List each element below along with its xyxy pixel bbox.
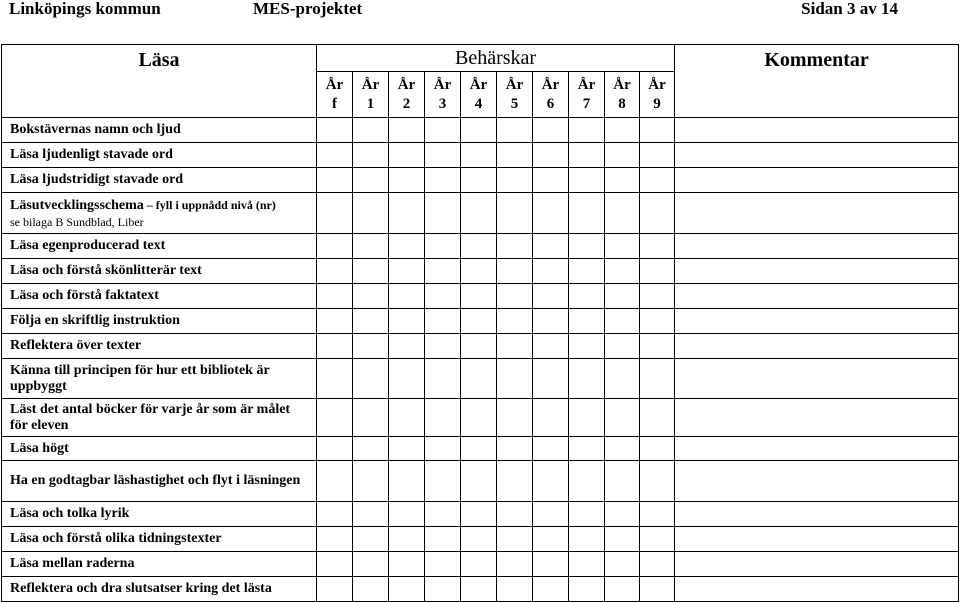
mastery-cell[interactable] <box>425 577 461 602</box>
mastery-cell[interactable] <box>497 527 533 552</box>
mastery-cell[interactable] <box>425 399 461 437</box>
mastery-cell[interactable] <box>425 359 461 399</box>
table-row <box>2 259 959 284</box>
year-label-bottom: 9 <box>653 95 661 112</box>
mastery-cell[interactable] <box>317 577 353 602</box>
year-label-top: År <box>325 76 344 93</box>
mastery-cell[interactable] <box>425 437 461 461</box>
comment-cell[interactable] <box>675 334 959 359</box>
mastery-cell[interactable] <box>605 527 640 552</box>
mastery-cell[interactable] <box>605 234 640 259</box>
table-row <box>2 577 959 602</box>
table-row <box>2 359 959 399</box>
year-label-top: År <box>577 76 596 93</box>
mastery-cell[interactable] <box>569 461 605 502</box>
year-label-bottom: 2 <box>402 95 411 112</box>
row-label-text: Läsa och förstå olika tidningstexter <box>10 531 222 546</box>
row-label <box>2 193 317 234</box>
mastery-cell[interactable] <box>317 168 353 193</box>
mastery-cell[interactable] <box>569 334 605 359</box>
mastery-cell[interactable] <box>389 577 425 602</box>
table-row <box>2 118 959 143</box>
mastery-cell[interactable] <box>353 359 389 399</box>
mastery-cell[interactable] <box>425 309 461 334</box>
table-row <box>2 143 959 168</box>
mastery-cell[interactable] <box>353 168 389 193</box>
mastery-cell[interactable] <box>353 461 389 502</box>
mastery-cell[interactable] <box>533 334 569 359</box>
row-label <box>2 234 317 259</box>
year-column-6 <box>533 72 569 118</box>
header-project: MES-projektet <box>253 0 363 18</box>
mastery-cell[interactable] <box>497 359 533 399</box>
mastery-cell[interactable] <box>317 193 353 234</box>
comment-cell[interactable] <box>675 143 959 168</box>
row-label-text: Känna till principen för hur ett bibliotek är uppbyggt <box>10 362 270 394</box>
mastery-cell[interactable] <box>497 234 533 259</box>
year-column-9 <box>640 72 675 118</box>
mastery-cell[interactable] <box>533 284 569 309</box>
year-label-top: År <box>541 76 560 93</box>
row-label <box>2 259 317 284</box>
mastery-cell[interactable] <box>569 143 605 168</box>
row-label-suffix: – fyll i uppnådd nivå (nr) <box>143 197 276 212</box>
header-page-number: Sidan 3 av 14 <box>801 0 898 18</box>
row-label <box>2 284 317 309</box>
table-row <box>2 502 959 527</box>
year-label-top: År <box>433 76 452 93</box>
mastery-cell[interactable] <box>569 168 605 193</box>
mastery-cell[interactable] <box>353 577 389 602</box>
mastery-cell[interactable] <box>533 577 569 602</box>
mastery-cell[interactable] <box>425 461 461 502</box>
mastery-cell[interactable] <box>461 359 497 399</box>
mastery-cell[interactable] <box>317 259 353 284</box>
year-label-bottom: 5 <box>510 95 519 112</box>
comment-cell[interactable] <box>675 259 959 284</box>
page-header <box>0 0 960 22</box>
year-column-7 <box>569 72 605 118</box>
comment-cell[interactable] <box>675 284 959 309</box>
mastery-cell[interactable] <box>353 284 389 309</box>
mastery-cell[interactable] <box>425 334 461 359</box>
mastery-cell[interactable] <box>425 552 461 577</box>
mastery-cell[interactable] <box>497 461 533 502</box>
mastery-cell[interactable] <box>461 334 497 359</box>
mastery-cell[interactable] <box>640 259 675 284</box>
row-label-text: Läsa ljudstridigt stavade ord <box>10 172 184 187</box>
mastery-cell[interactable] <box>317 234 353 259</box>
mastery-cell[interactable] <box>389 284 425 309</box>
mastery-cell[interactable] <box>317 552 353 577</box>
year-label-bottom: 8 <box>618 95 626 112</box>
mastery-cell[interactable] <box>389 461 425 502</box>
row-label <box>2 143 317 168</box>
mastery-cell[interactable] <box>461 461 497 502</box>
table-row <box>2 334 959 359</box>
mastery-cell[interactable] <box>605 461 640 502</box>
mastery-cell[interactable] <box>353 193 389 234</box>
year-column-2 <box>389 72 425 118</box>
comment-cell[interactable] <box>675 461 959 502</box>
mastery-cell[interactable] <box>317 309 353 334</box>
mastery-cell[interactable] <box>569 118 605 143</box>
mastery-cell[interactable] <box>605 577 640 602</box>
mastery-cell[interactable] <box>533 552 569 577</box>
row-label <box>2 461 317 502</box>
year-label-bottom: 4 <box>474 95 483 112</box>
mastery-cell[interactable] <box>569 234 605 259</box>
mastery-cell[interactable] <box>389 259 425 284</box>
mastery-cell[interactable] <box>317 502 353 527</box>
mastery-cell[interactable] <box>497 259 533 284</box>
mastery-cell[interactable] <box>389 437 425 461</box>
mastery-cell[interactable] <box>317 284 353 309</box>
row-label <box>2 552 317 577</box>
mastery-cell[interactable] <box>605 118 640 143</box>
mastery-cell[interactable] <box>640 552 675 577</box>
mastery-cell[interactable] <box>353 399 389 437</box>
table-row <box>2 234 959 259</box>
comment-cell[interactable] <box>675 437 959 461</box>
mastery-cell[interactable] <box>569 259 605 284</box>
comment-cell[interactable] <box>675 309 959 334</box>
mastery-cell[interactable] <box>533 193 569 234</box>
mastery-cell[interactable] <box>425 502 461 527</box>
mastery-cell[interactable] <box>533 259 569 284</box>
mastery-cell[interactable] <box>353 118 389 143</box>
mastery-cell[interactable] <box>497 502 533 527</box>
mastery-cell[interactable] <box>461 118 497 143</box>
row-label-text: Reflektera och dra slutsatser kring det lästa <box>10 581 272 596</box>
mastery-cell[interactable] <box>389 359 425 399</box>
mastery-cell[interactable] <box>461 577 497 602</box>
mastery-cell[interactable] <box>461 437 497 461</box>
row-label-text: Följa en skriftlig instruktion <box>10 313 180 328</box>
year-column-1 <box>353 72 389 118</box>
mastery-cell[interactable] <box>640 577 675 602</box>
mastery-cell[interactable] <box>317 437 353 461</box>
mastery-cell[interactable] <box>533 359 569 399</box>
mastery-cell[interactable] <box>605 259 640 284</box>
mastery-cell[interactable] <box>640 143 675 168</box>
mastery-cell[interactable] <box>317 527 353 552</box>
mastery-cell[interactable] <box>640 284 675 309</box>
mastery-cell[interactable] <box>533 399 569 437</box>
mastery-cell[interactable] <box>389 118 425 143</box>
year-label-top: År <box>648 76 666 93</box>
year-label-top: År <box>361 76 380 93</box>
mastery-cell[interactable] <box>425 143 461 168</box>
mastery-cell[interactable] <box>533 461 569 502</box>
mastery-cell[interactable] <box>425 193 461 234</box>
comment-cell[interactable] <box>675 234 959 259</box>
row-label-note: se bilaga B Sundblad, Liber <box>10 214 144 229</box>
mastery-cell[interactable] <box>640 334 675 359</box>
table-row <box>2 309 959 334</box>
mastery-cell[interactable] <box>640 437 675 461</box>
mastery-cell[interactable] <box>317 399 353 437</box>
year-column-4 <box>461 72 497 118</box>
row-label-text: Läsa och tolka lyrik <box>10 506 130 521</box>
year-label-bottom: f <box>332 95 337 112</box>
mastery-cell[interactable] <box>353 334 389 359</box>
mastery-cell[interactable] <box>533 118 569 143</box>
comment-cell[interactable] <box>675 527 959 552</box>
year-label-top: År <box>469 76 488 93</box>
row-label <box>2 399 317 437</box>
mastery-cell[interactable] <box>425 284 461 309</box>
mastery-cell[interactable] <box>569 437 605 461</box>
mastery-cell[interactable] <box>640 118 675 143</box>
table-row <box>2 168 959 193</box>
mastery-cell[interactable] <box>353 552 389 577</box>
comment-cell[interactable] <box>675 359 959 399</box>
mastery-cell[interactable] <box>317 334 353 359</box>
year-label-bottom: 7 <box>582 95 591 112</box>
year-column-3 <box>425 72 461 118</box>
mastery-cell[interactable] <box>497 168 533 193</box>
row-label <box>2 502 317 527</box>
mastery-cell[interactable] <box>569 552 605 577</box>
row-label-text: Bokstävernas namn och ljud <box>10 122 181 137</box>
mastery-cell[interactable] <box>461 552 497 577</box>
table-row <box>2 284 959 309</box>
mastery-cell[interactable] <box>353 259 389 284</box>
comment-cell[interactable] <box>675 577 959 602</box>
year-column-5 <box>497 72 533 118</box>
mastery-cell[interactable] <box>461 284 497 309</box>
mastery-cell[interactable] <box>640 399 675 437</box>
mastery-cell[interactable] <box>353 527 389 552</box>
mastery-cell[interactable] <box>497 284 533 309</box>
row-label-text: Läsa och förstå faktatext <box>10 288 159 303</box>
mastery-cell[interactable] <box>569 284 605 309</box>
mastery-cell[interactable] <box>605 437 640 461</box>
row-label-text: Läsa och förstå skönlitterär text <box>10 263 202 278</box>
mastery-cell[interactable] <box>640 168 675 193</box>
mastery-cell[interactable] <box>533 527 569 552</box>
table-row <box>2 437 959 461</box>
mastery-cell[interactable] <box>640 502 675 527</box>
year-label-top: År <box>505 76 524 93</box>
comment-cell[interactable] <box>675 168 959 193</box>
mastery-cell[interactable] <box>605 359 640 399</box>
table-row <box>2 461 959 502</box>
row-label-text: Läst det antal böcker för varje år som är målet för eleven <box>10 401 291 433</box>
mastery-cell[interactable] <box>353 502 389 527</box>
row-label-text: Läsutvecklingsschema <box>10 197 144 213</box>
comment-cell[interactable] <box>675 399 959 437</box>
mastery-cell[interactable] <box>425 118 461 143</box>
mastery-cell[interactable] <box>605 193 640 234</box>
mastery-cell[interactable] <box>605 334 640 359</box>
mastery-cell[interactable] <box>461 309 497 334</box>
comment-cell[interactable] <box>675 552 959 577</box>
mastery-cell[interactable] <box>569 527 605 552</box>
mastery-cell[interactable] <box>461 399 497 437</box>
mastery-cell[interactable] <box>389 334 425 359</box>
table-row <box>2 193 959 234</box>
mastery-cell[interactable] <box>353 143 389 168</box>
row-label-text: Läsa högt <box>10 440 69 456</box>
row-label-text: Reflektera över texter <box>10 338 142 353</box>
mastery-cell[interactable] <box>640 309 675 334</box>
mastery-cell[interactable] <box>461 527 497 552</box>
mastery-cell[interactable] <box>353 234 389 259</box>
row-label-text: Läsa mellan raderna <box>10 556 135 571</box>
assessment-table <box>1 44 959 602</box>
mastery-cell[interactable] <box>461 259 497 284</box>
mastery-cell[interactable] <box>569 502 605 527</box>
row-label <box>2 437 317 461</box>
mastery-cell[interactable] <box>497 437 533 461</box>
comment-cell[interactable] <box>675 502 959 527</box>
mastery-cell[interactable] <box>353 309 389 334</box>
year-label-top: År <box>613 76 631 93</box>
mastery-cell[interactable] <box>461 143 497 168</box>
mastery-cell[interactable] <box>389 143 425 168</box>
mastery-cell[interactable] <box>497 309 533 334</box>
row-label-text: Ha en godtagbar läshastighet och flyt i läsningen <box>10 473 301 488</box>
mastery-cell[interactable] <box>497 399 533 437</box>
mastery-cell[interactable] <box>425 259 461 284</box>
mastery-cell[interactable] <box>569 359 605 399</box>
mastery-cell[interactable] <box>389 552 425 577</box>
mastery-cell[interactable] <box>389 502 425 527</box>
row-label <box>2 309 317 334</box>
mastery-cell[interactable] <box>533 234 569 259</box>
column-header-beharskar: Behärskar <box>317 45 675 72</box>
mastery-cell[interactable] <box>317 461 353 502</box>
mastery-cell[interactable] <box>461 234 497 259</box>
mastery-cell[interactable] <box>497 193 533 234</box>
year-label-top: År <box>397 76 416 93</box>
mastery-cell[interactable] <box>533 309 569 334</box>
mastery-cell[interactable] <box>605 309 640 334</box>
mastery-cell[interactable] <box>461 168 497 193</box>
mastery-cell[interactable] <box>461 193 497 234</box>
row-label <box>2 359 317 399</box>
table-row <box>2 527 959 552</box>
mastery-cell[interactable] <box>317 143 353 168</box>
mastery-cell[interactable] <box>605 143 640 168</box>
mastery-cell[interactable] <box>389 527 425 552</box>
mastery-cell[interactable] <box>569 309 605 334</box>
mastery-cell[interactable] <box>317 359 353 399</box>
mastery-cell[interactable] <box>353 437 389 461</box>
column-header-lasa: Läsa <box>2 45 317 118</box>
comment-cell[interactable] <box>675 118 959 143</box>
mastery-cell[interactable] <box>497 552 533 577</box>
year-label-bottom: 1 <box>366 95 375 112</box>
mastery-cell[interactable] <box>605 284 640 309</box>
mastery-cell[interactable] <box>497 577 533 602</box>
row-label <box>2 168 317 193</box>
mastery-cell[interactable] <box>533 143 569 168</box>
comment-cell[interactable] <box>675 193 959 234</box>
row-label <box>2 334 317 359</box>
mastery-cell[interactable] <box>640 527 675 552</box>
mastery-cell[interactable] <box>317 118 353 143</box>
mastery-cell[interactable] <box>533 437 569 461</box>
mastery-cell[interactable] <box>640 461 675 502</box>
mastery-cell[interactable] <box>425 168 461 193</box>
table-row <box>2 399 959 437</box>
mastery-cell[interactable] <box>389 309 425 334</box>
row-label-text: Läsa egenproducerad text <box>10 238 166 253</box>
mastery-cell[interactable] <box>533 502 569 527</box>
mastery-cell[interactable] <box>461 502 497 527</box>
mastery-cell[interactable] <box>605 168 640 193</box>
header-municipality: Linköpings kommun <box>9 0 161 18</box>
mastery-cell[interactable] <box>389 193 425 234</box>
mastery-cell[interactable] <box>569 577 605 602</box>
mastery-cell[interactable] <box>389 399 425 437</box>
mastery-cell[interactable] <box>425 527 461 552</box>
mastery-cell[interactable] <box>605 552 640 577</box>
mastery-cell[interactable] <box>605 399 640 437</box>
table-row <box>2 552 959 577</box>
mastery-cell[interactable] <box>389 234 425 259</box>
mastery-cell[interactable] <box>640 234 675 259</box>
mastery-cell[interactable] <box>497 118 533 143</box>
mastery-cell[interactable] <box>605 502 640 527</box>
mastery-cell[interactable] <box>497 334 533 359</box>
row-label <box>2 527 317 552</box>
mastery-cell[interactable] <box>569 193 605 234</box>
mastery-cell[interactable] <box>569 399 605 437</box>
mastery-cell[interactable] <box>425 234 461 259</box>
mastery-cell[interactable] <box>533 168 569 193</box>
mastery-cell[interactable] <box>640 193 675 234</box>
year-column-8 <box>605 72 640 118</box>
row-label <box>2 118 317 143</box>
mastery-cell[interactable] <box>497 143 533 168</box>
year-label-bottom: 3 <box>438 95 447 112</box>
mastery-cell[interactable] <box>389 168 425 193</box>
column-header-kommentar: Kommentar <box>675 45 959 118</box>
row-label <box>2 577 317 602</box>
row-label-text: Läsa ljudenligt stavade ord <box>10 147 173 162</box>
mastery-cell[interactable] <box>640 359 675 399</box>
year-label-bottom: 6 <box>546 95 555 112</box>
year-column-0 <box>317 72 353 118</box>
